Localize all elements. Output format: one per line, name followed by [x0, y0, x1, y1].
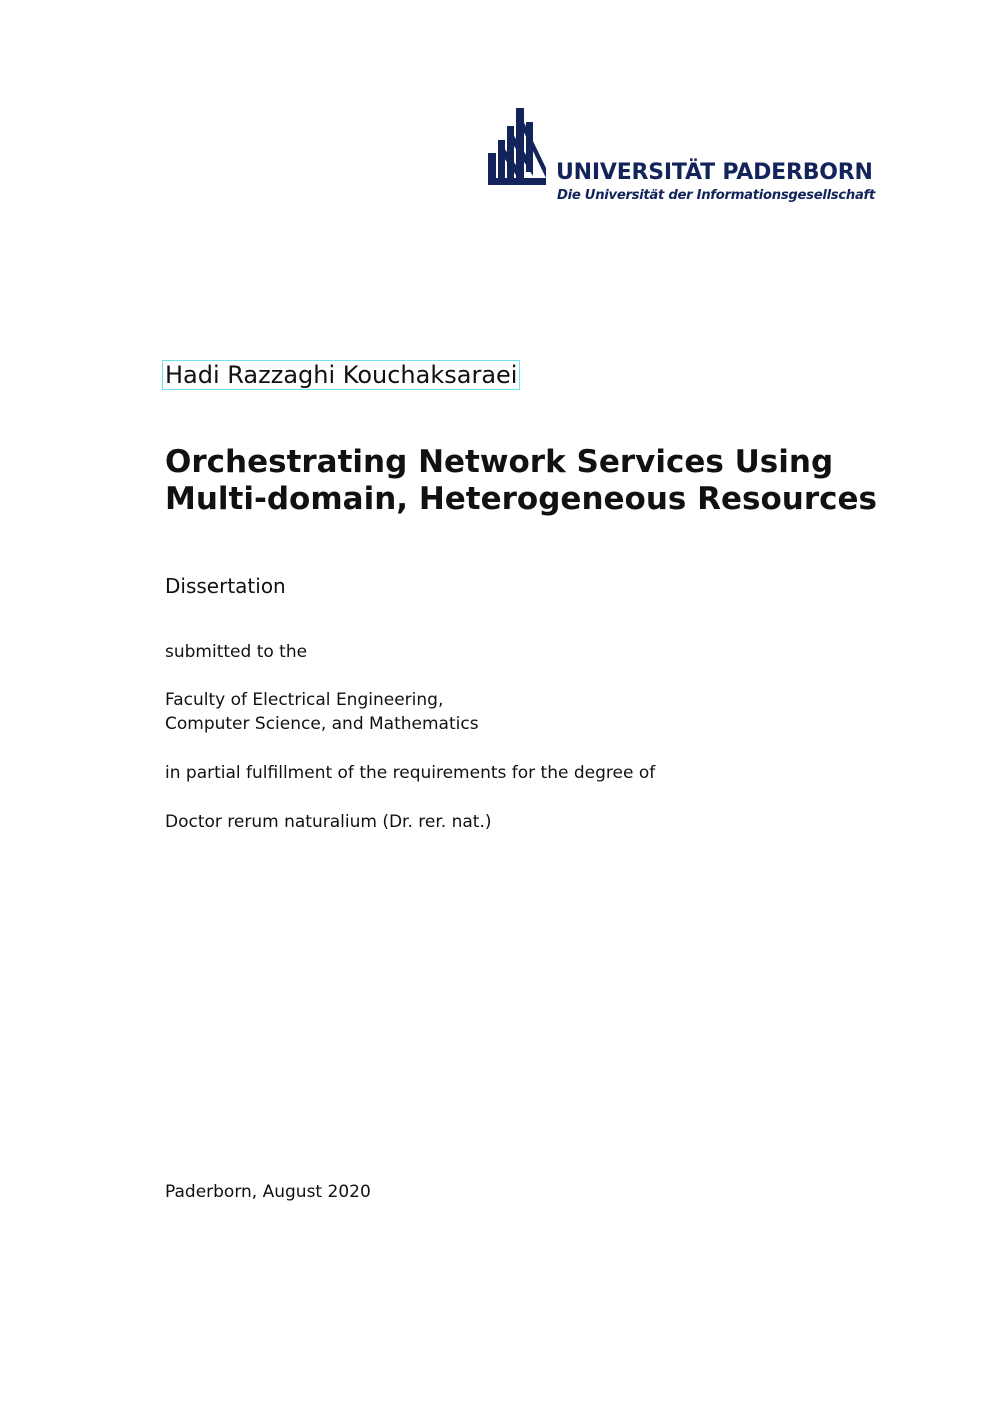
- dissertation-title: [165, 444, 878, 518]
- title-line-2: Multi-domain, Heterogeneous Resources: [165, 481, 878, 517]
- degree-name: Doctor rerum naturalium (Dr. rer. nat.): [165, 812, 492, 832]
- fulfillment-text: in partial fulfillment of the requirements for the degree of: [165, 763, 656, 783]
- university-tagline: Die Universität der Informationsgesellschaft: [557, 188, 875, 203]
- document-type: Dissertation: [165, 574, 286, 598]
- university-logo: [488, 108, 875, 213]
- author-name[interactable]: Hadi Razzaghi Kouchaksaraei: [162, 360, 520, 390]
- university-name: UNIVERSITÄT PADERBORN: [556, 160, 873, 185]
- faculty-name: [165, 688, 479, 736]
- title-line-1: Orchestrating Network Services Using: [165, 444, 834, 480]
- university-emblem-icon: [488, 108, 548, 188]
- place-and-date: Paderborn, August 2020: [165, 1182, 371, 1202]
- faculty-line-1: Faculty of Electrical Engineering,: [165, 690, 444, 710]
- faculty-line-2: Computer Science, and Mathematics: [165, 714, 479, 734]
- submitted-to-text: submitted to the: [165, 642, 308, 662]
